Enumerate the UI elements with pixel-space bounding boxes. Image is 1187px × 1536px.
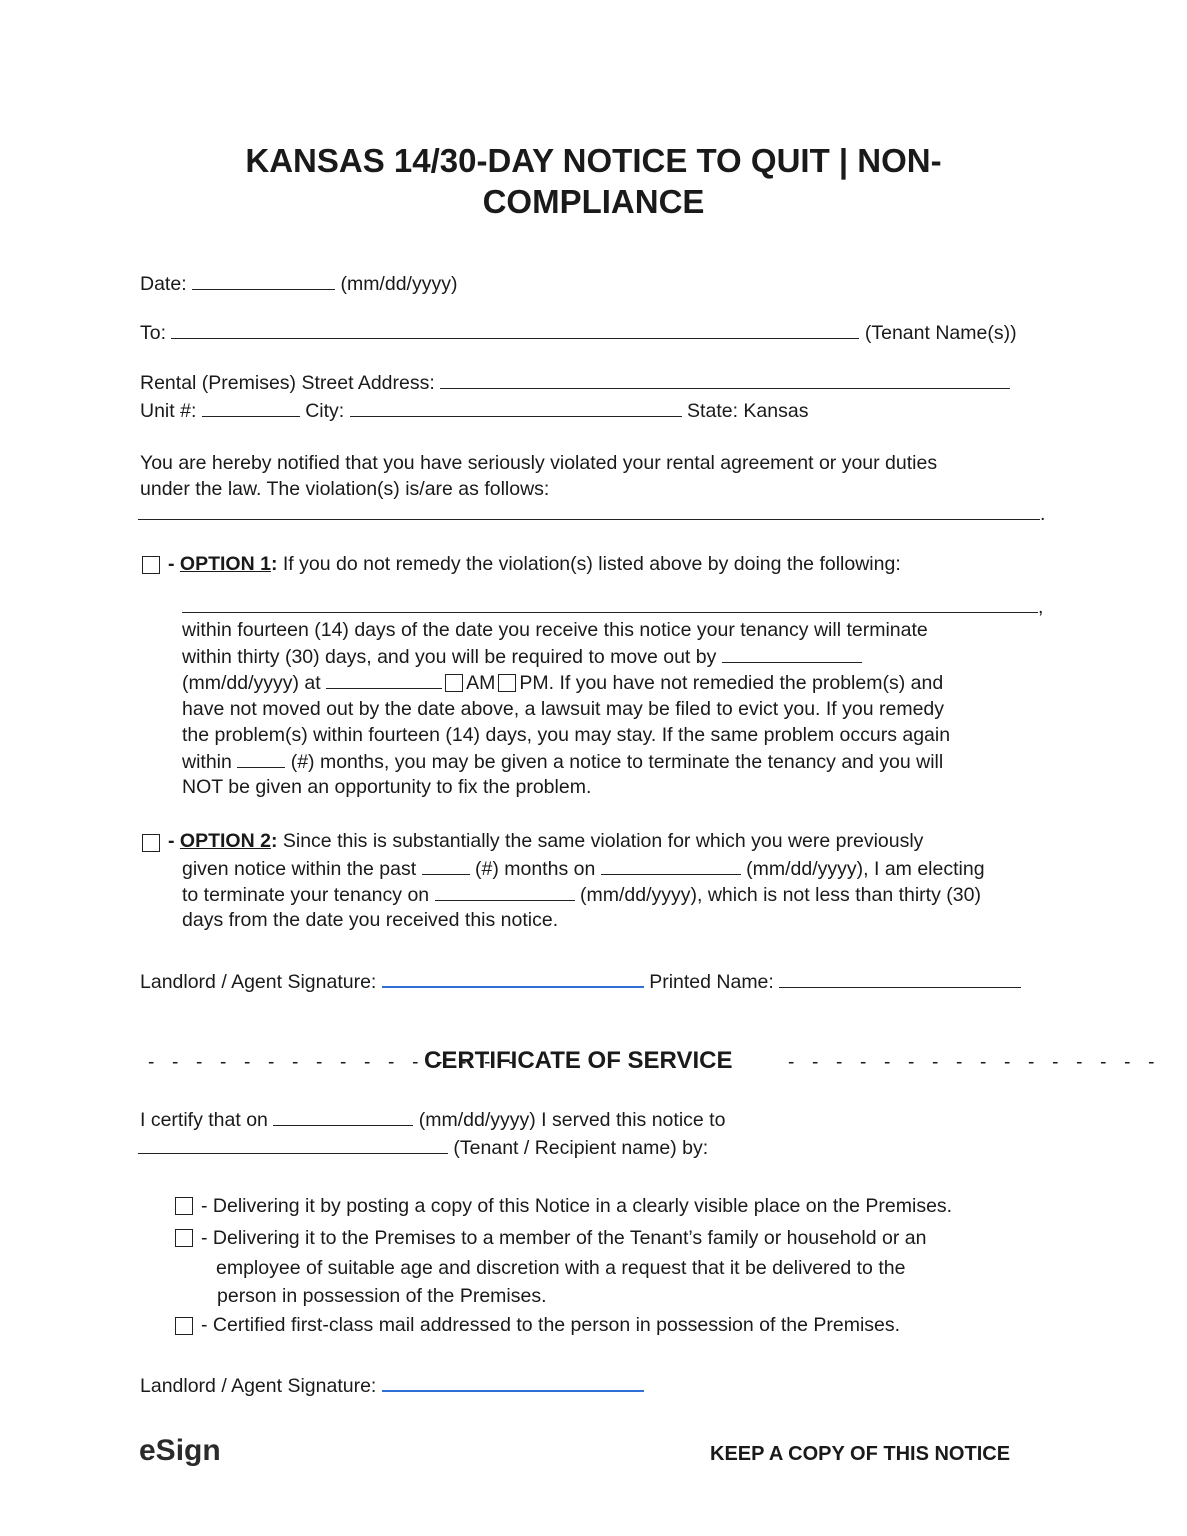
termination-date-field[interactable] [435, 883, 575, 901]
option1-line1: within fourteen (14) days of the date you receive this notice your tenancy will terminate [182, 619, 928, 641]
option2-intro: Since this is substantially the same violation for which you were previously [282, 830, 924, 852]
notice-line-2: under the law. The violation(s) is/are as follows: [140, 478, 550, 500]
service-date-field[interactable] [273, 1108, 413, 1126]
option2-line2: to terminate your tenancy on (mm/dd/yyyy), which is not less than thirty (30) [182, 884, 981, 906]
signature-row [140, 969, 1021, 994]
option2-label: OPTION 2 [179, 830, 271, 852]
option1-line6: within (#) months, you may be given a notice to terminate the tenancy and you will [182, 751, 944, 773]
violations-field[interactable] [138, 502, 1040, 520]
esign-logo: eSign [139, 1434, 221, 1467]
certificate-line2: (Tenant / Recipient name) by: [138, 1136, 708, 1160]
unit-field[interactable] [202, 399, 300, 417]
violations-row: . [138, 502, 1045, 526]
tenant-names-hint: (Tenant Name(s)) [864, 322, 1017, 344]
pm-checkbox[interactable] [498, 674, 516, 692]
certificate-line1: I certify that on (mm/dd/yyyy) I served this notice to [140, 1109, 726, 1131]
option1-line3: (mm/dd/yyyy) at AM PM. If you have not remedied the problem(s) and [182, 672, 944, 694]
method2-checkbox[interactable] [175, 1229, 193, 1247]
option1-heading: - OPTION 1: If you do not remedy the violation(s) listed above by doing the following: [168, 553, 901, 575]
printed-name-field[interactable] [779, 970, 1021, 988]
method3-checkbox[interactable] [175, 1317, 193, 1335]
document-title-line1: KANSAS 14/30-DAY NOTICE TO QUIT | NON- [245, 142, 942, 179]
certificate-title: CERTIFICATE OF SERVICE [424, 1047, 733, 1074]
certificate-signature-label: Landlord / Agent Signature: [140, 1375, 377, 1397]
to-label: To: [140, 322, 167, 344]
method2-text-line2: employee of suitable age and discretion with a request that it be delivered to the [216, 1257, 906, 1279]
option2-line3: days from the date you received this notice. [182, 909, 559, 931]
signature-field[interactable] [382, 969, 644, 988]
option2-line1: given notice within the past (#) months on (mm/dd/yyyy), I am electing [182, 858, 985, 880]
unit-city-state-row [140, 399, 808, 423]
am-label: AM [466, 672, 496, 694]
option2-checkbox[interactable] [142, 834, 160, 852]
city-label: City: [305, 400, 345, 422]
method3-text: - Certified first-class mail addressed to the person in possession of the Premises. [201, 1314, 901, 1336]
option1-label: OPTION 1 [179, 553, 271, 575]
option1-intro: If you do not remedy the violation(s) listed above by doing the following: [282, 553, 901, 575]
method2-text-line1: - Delivering it to the Premises to a member of the Tenant’s family or household or an [201, 1227, 927, 1249]
rental-address-field[interactable] [440, 371, 1010, 389]
method1-checkbox[interactable] [175, 1197, 193, 1215]
printed-name-label: Printed Name: [649, 971, 774, 993]
date-row [140, 272, 457, 296]
option2-heading: - OPTION 2: Since this is substantially the same violation for which you were previously [168, 830, 924, 852]
city-field[interactable] [350, 399, 682, 417]
state-text: State: Kansas [687, 400, 809, 422]
document-title-line2: COMPLIANCE [482, 183, 705, 220]
certificate-signature-field[interactable] [382, 1373, 644, 1392]
method2-text-line3: person in possession of the Premises. [217, 1285, 547, 1307]
unit-label: Unit #: [140, 400, 197, 422]
option1-line5: the problem(s) within fourteen (14) days, you may stay. If the same problem occurs again [182, 724, 951, 746]
option1-remedy-row: , [182, 595, 1043, 619]
certificate-dashes-left: - - - - - - - - - - - - - - - - [148, 1052, 521, 1073]
address-row [140, 371, 1010, 395]
date-field[interactable] [192, 272, 335, 290]
move-out-time-field[interactable] [326, 671, 442, 689]
keep-copy-notice: KEEP A COPY OF THIS NOTICE [710, 1443, 1011, 1465]
previous-notice-date-field[interactable] [601, 857, 741, 875]
to-row [140, 321, 1017, 345]
date-format-hint: (mm/dd/yyyy) [340, 273, 458, 295]
option1-line2: within thirty (30) days, and you will be required to move out by [182, 645, 862, 669]
date-label: Date: [140, 273, 187, 295]
notice-line-1: You are hereby notified that you have seriously violated your rental agreement or your duties [140, 452, 938, 474]
option1-remedy-field[interactable] [182, 595, 1038, 613]
recipient-name-field[interactable] [138, 1136, 448, 1154]
certificate-dashes-right: - - - - - - - - - - - - - - - - [788, 1052, 1161, 1073]
option1-line7: NOT be given an opportunity to fix the problem. [182, 776, 592, 798]
certificate-signature-row [140, 1373, 644, 1398]
move-out-date-field[interactable] [722, 645, 862, 663]
rental-address-label: Rental (Premises) Street Address: [140, 372, 435, 394]
months-field-option1[interactable] [237, 750, 285, 768]
tenant-names-field[interactable] [171, 321, 859, 339]
method1-text: - Delivering it by posting a copy of this Notice in a clearly visible place on the Premises. [201, 1195, 953, 1217]
option1-checkbox[interactable] [142, 556, 160, 574]
signature-label: Landlord / Agent Signature: [140, 971, 377, 993]
months-field-option2[interactable] [422, 857, 470, 875]
option1-line4: have not moved out by the date above, a lawsuit may be filed to evict you. If you remedy [182, 698, 945, 720]
am-checkbox[interactable] [445, 674, 463, 692]
